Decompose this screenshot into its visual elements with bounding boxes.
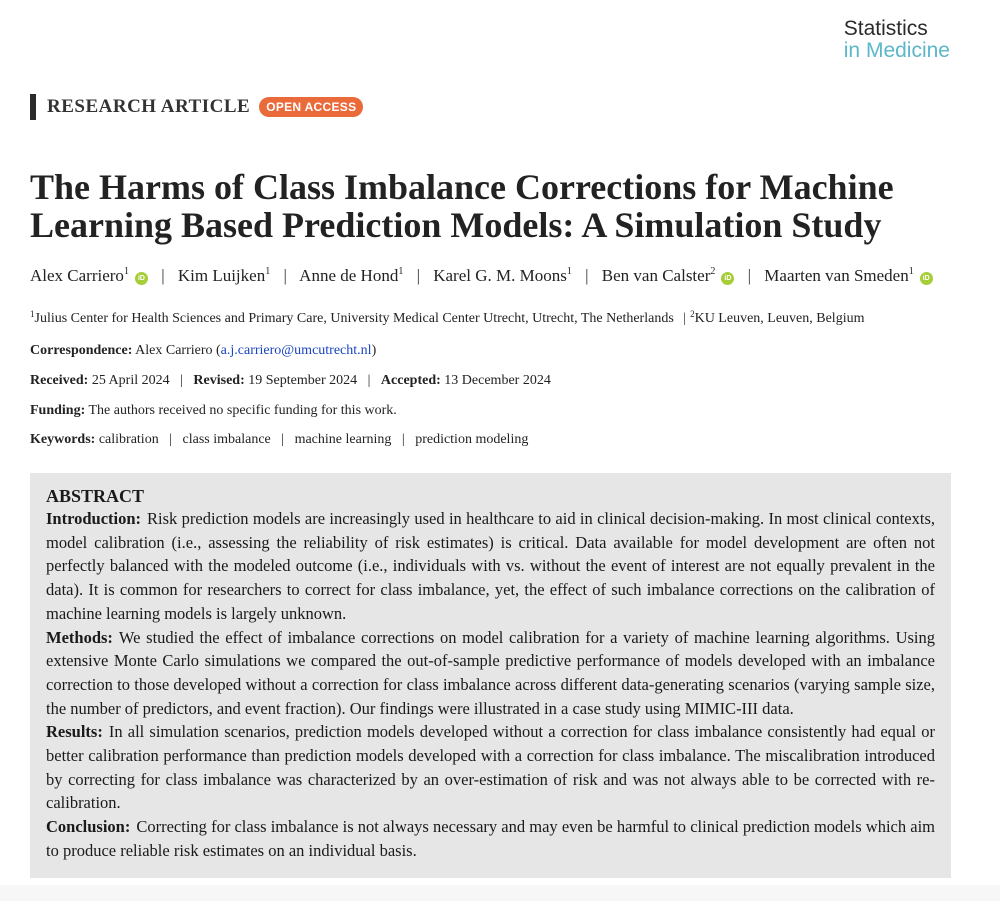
revised-date: 19 September 2024 [248,373,358,388]
open-access-badge: OPEN ACCESS [259,97,363,117]
conclusion-label: Conclusion: [46,817,131,837]
date-separator: | [180,373,183,388]
abstract-conclusion [46,815,935,862]
page-bottom-edge [0,885,1000,901]
author-affiliation-number: 1 [908,266,914,277]
abstract-box [30,473,951,878]
orcid-icon[interactable]: iD [135,272,148,285]
methods-text: We studied the effect of imbalance corrections on model calibration for a variety of machine learning algorithms. Using extensive Monte Carlo simulations we compared the out-of-sample predictive performance of models developed with an imbalance correction to those developed without a correction for class imbalance across different data-generating scenarios (varying sample size, the number of predictors, and event fraction). Our findings were illustrated in a case study using MIMIC-III data. [46,627,935,718]
keyword-separator: | [401,432,405,447]
author-separator: | [747,266,752,285]
affiliation-separator: | [683,311,687,326]
affiliation-1: Julius Center for Health Sciences and Primary Care, University Medical Center Utrecht, Utrecht, The Netherlands [34,311,674,326]
keyword-link[interactable]: calibration [98,432,159,447]
journal-logo[interactable] [844,18,950,62]
author-affiliation-number: 1 [265,266,271,277]
article-type-header [30,94,363,120]
author-separator: | [161,266,165,285]
introduction-label: Introduction: [46,509,142,528]
dates-line [30,373,551,389]
conclusion-text: Correcting for class imbalance is not always necessary and may even be harmful to clinical prediction models which aim to produce reliable risk estimates on an individual basis. [46,817,935,860]
author-separator: | [283,266,287,285]
date-separator: | [367,373,371,388]
journal-name-line2: in Medicine [843,39,950,62]
abstract-methods [46,626,935,721]
author-affiliation-number: 1 [398,266,404,277]
introduction-text: Risk prediction models are increasingly used in healthcare to aid in clinical decision-making. In most clinical contexts, model calibration (i.e., assessing the reliability of risk estimates) is critical. Data available for model development are often not perfectly balanced with the modeled outcome (i.e., individuals with vs. without the event of interest are not equally prevalent in the data). It is common for researchers to correct for class imbalance, yet, the effect of such imbalance corrections on the calibration of machine learning models is largely unknown. [46,509,935,623]
article-type-bar [30,94,36,120]
revised-label: Revised: [193,373,245,388]
author-affiliation-number: 1 [566,266,572,277]
abstract-results [46,720,935,815]
keyword-separator: | [169,432,173,447]
article-type-label: RESEARCH ARTICLE [47,96,251,117]
keyword-link[interactable]: class imbalance [182,432,271,447]
affiliation-number: 2 [690,309,695,319]
affiliation-number: 1 [30,309,35,319]
author-name[interactable]: Alex Carriero [30,266,124,285]
funding-label: Funding: [30,403,86,418]
correspondence-label: Correspondence: [30,343,133,358]
received-date: 25 April 2024 [91,373,170,388]
correspondence-line: Correspondence: Alex Carriero (a.j.carriero@umcutrecht.nl) [30,343,377,358]
author-name[interactable]: Karel G. M. Moons [433,266,567,285]
received-label: Received: [30,373,89,388]
accepted-date: 13 December 2024 [444,373,551,388]
abstract-introduction [46,507,935,626]
orcid-icon[interactable]: iD [920,272,933,285]
author-name[interactable]: Ben van Calster [601,266,711,285]
affiliations [30,309,864,327]
author-affiliation-number: 1 [123,266,129,277]
author-name[interactable]: Kim Luijken [177,266,266,285]
keyword-separator: | [281,432,285,447]
keywords-label: Keywords: [30,432,96,447]
author-affiliation-number: 2 [710,266,716,277]
keywords-line [30,432,528,448]
funding-line [30,403,397,419]
author-name[interactable]: Maarten van Smeden [764,266,909,285]
article-title: The Harms of Class Imbalance Corrections for Machine Learning Based Prediction Models: A Simulation Study [30,167,894,245]
journal-name-line1: Statistics [843,17,928,40]
author-separator: | [585,266,589,285]
orcid-icon[interactable]: iD [721,272,734,285]
author-list [30,266,933,286]
correspondence-name: Alex Carriero [135,343,213,358]
correspondence-email-link[interactable]: a.j.carriero@umcutrecht.nl [220,343,372,358]
affiliation-2: KU Leuven, Leuven, Belgium [694,311,865,326]
author-name[interactable]: Anne de Hond [299,266,399,285]
methods-label: Methods: [46,627,113,647]
accepted-label: Accepted: [380,373,441,388]
results-label: Results: [46,722,103,742]
keyword-link[interactable]: prediction modeling [415,432,529,447]
funding-text: The authors received no specific funding for this work. [88,403,397,418]
author-separator: | [416,266,420,285]
abstract-heading: ABSTRACT [46,486,145,506]
keyword-link[interactable]: machine learning [294,432,392,447]
results-text: In all simulation scenarios, prediction models developed without a correction for class imbalance consistently had equal or better calibration performance than prediction models developed with a correction for class imbalance. The miscalibration introduced by correcting for class imbalance was characterized by an over-estimation of risk and was not always able to be corrected with re-calibration. [46,722,935,813]
